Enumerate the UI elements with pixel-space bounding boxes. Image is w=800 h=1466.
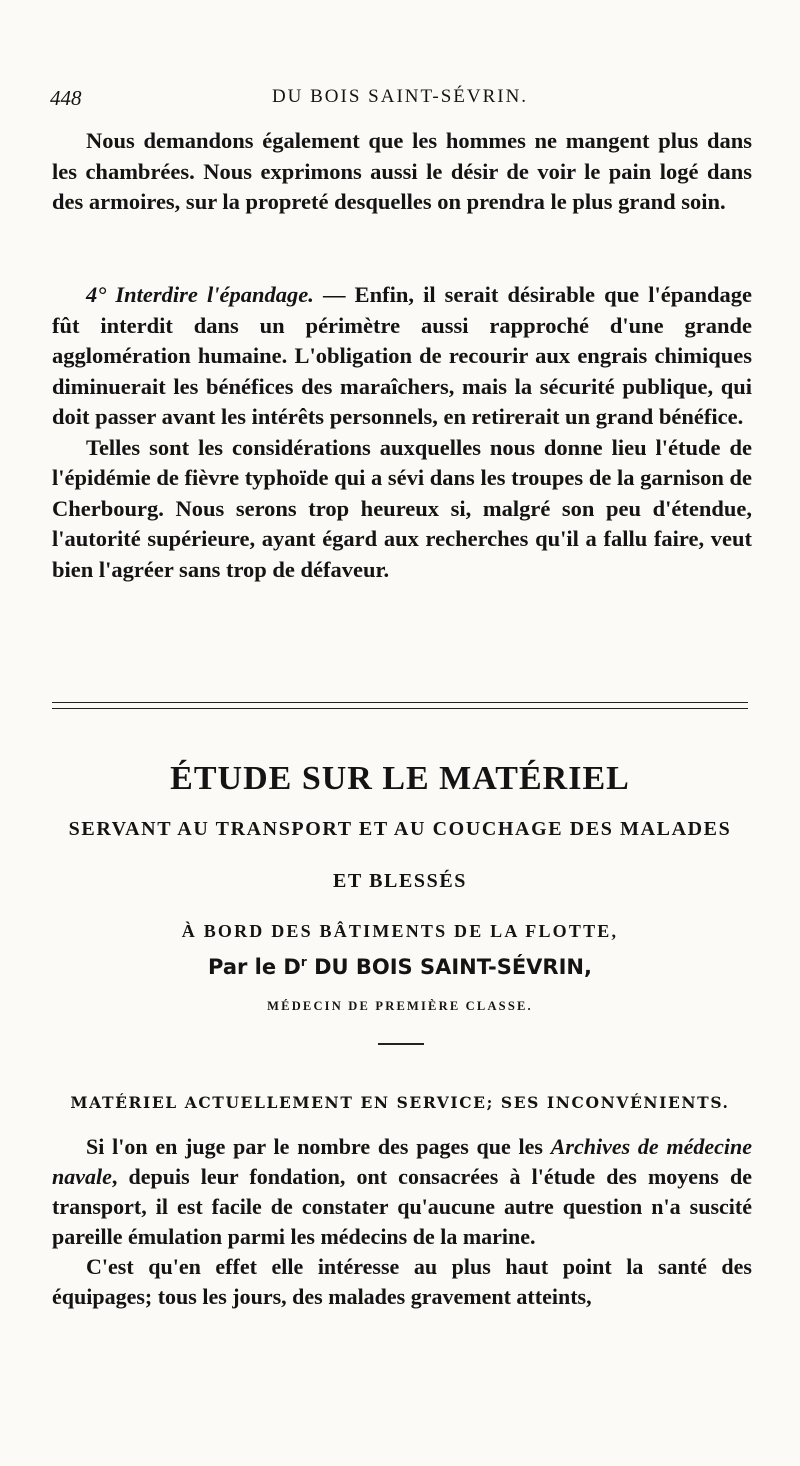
paragraph-conclusion: Telles sont les considérations auxquelles nous donne lieu l'étude de l'épidémie de fièvre typhoïde qui a sévi dans les troupes de la garnison de Cherbourg. Nous serons trop heureux si, malgré son peu d'étendue, l'autorité supérieure, ayant égard aux recherches qu'il a fallu faire, veut bien l'agréer sans trop de défaveur. <box>52 434 752 582</box>
article-author <box>0 955 800 979</box>
paragraph-block-conclusion <box>52 280 752 585</box>
article-subtitle-line3: À BORD DES BÂTIMENTS DE LA FLOTTE, <box>181 921 619 941</box>
page-header <box>50 86 750 116</box>
short-rule-divider <box>378 1043 424 1045</box>
paragraph-epandage <box>52 280 752 433</box>
paragraph-block-top <box>52 126 752 218</box>
author-prefix-sup: r <box>300 955 307 969</box>
paragraph-block-article <box>52 1132 752 1312</box>
paragraph-epandage-text: — Enfin, il serait désirable que l'épandage fût interdit dans un périmètre aussi rapproché d'une grande agglomération humaine. L'obligation de recourir aux engrais chimiques diminuerait les bénéfices des maraîchers, mais la sécurité publique, qui doit passer avant les intérêts personnels, en retirerait un grand bénéfice. <box>52 282 753 429</box>
paragraph-archives <box>52 1132 752 1252</box>
article-title: ÉTUDE SUR LE MATÉRIEL <box>170 760 630 797</box>
paragraph-men-eating: Nous demandons également que les hommes ne mangent plus dans les chambrées. Nous exprimons aussi le désir de voir le pain logé dans des armoires, sur la propreté desquelles on prendra le plus grand soin. <box>52 128 752 214</box>
paragraph-epandage-label: 4° Interdire l'épandage. <box>86 282 314 307</box>
author-name: DU BOIS SAINT-SÉVRIN, <box>306 955 592 979</box>
author-prefix: Par le D <box>208 955 301 979</box>
journal-title: Archives de médecine navale <box>52 1134 752 1189</box>
running-title: DU BOIS SAINT-SÉVRIN. <box>271 86 529 107</box>
paragraph-equipages: C'est qu'en effet elle intéresse au plus haut point la santé des équipages; tous les jours, des malades gravement atteints, <box>52 1254 752 1309</box>
article-subtitle-line2: ET BLESSÉS <box>332 870 468 892</box>
section-heading: MATÉRIEL ACTUELLEMENT EN SERVICE; SES INCONVÉNIENTS. <box>70 1093 730 1112</box>
author-rank: MÉDECIN DE PREMIÈRE CLASSE. <box>267 999 533 1013</box>
paragraph-archives-start: Si l'on en juge par le nombre des pages que les <box>86 1134 551 1159</box>
page-number: 448 <box>50 86 82 110</box>
paragraph-archives-end: , depuis leur fondation, ont consacrées à l'étude des moyens de transport, il est facile de constater qu'aucune autre question n'a suscité pareille émulation parmi les médecins de la marine. <box>52 1164 752 1249</box>
double-rule-divider <box>52 702 748 709</box>
article-subtitle-line1: SERVANT AU TRANSPORT ET AU COUCHAGE DES MALADES <box>68 818 732 840</box>
